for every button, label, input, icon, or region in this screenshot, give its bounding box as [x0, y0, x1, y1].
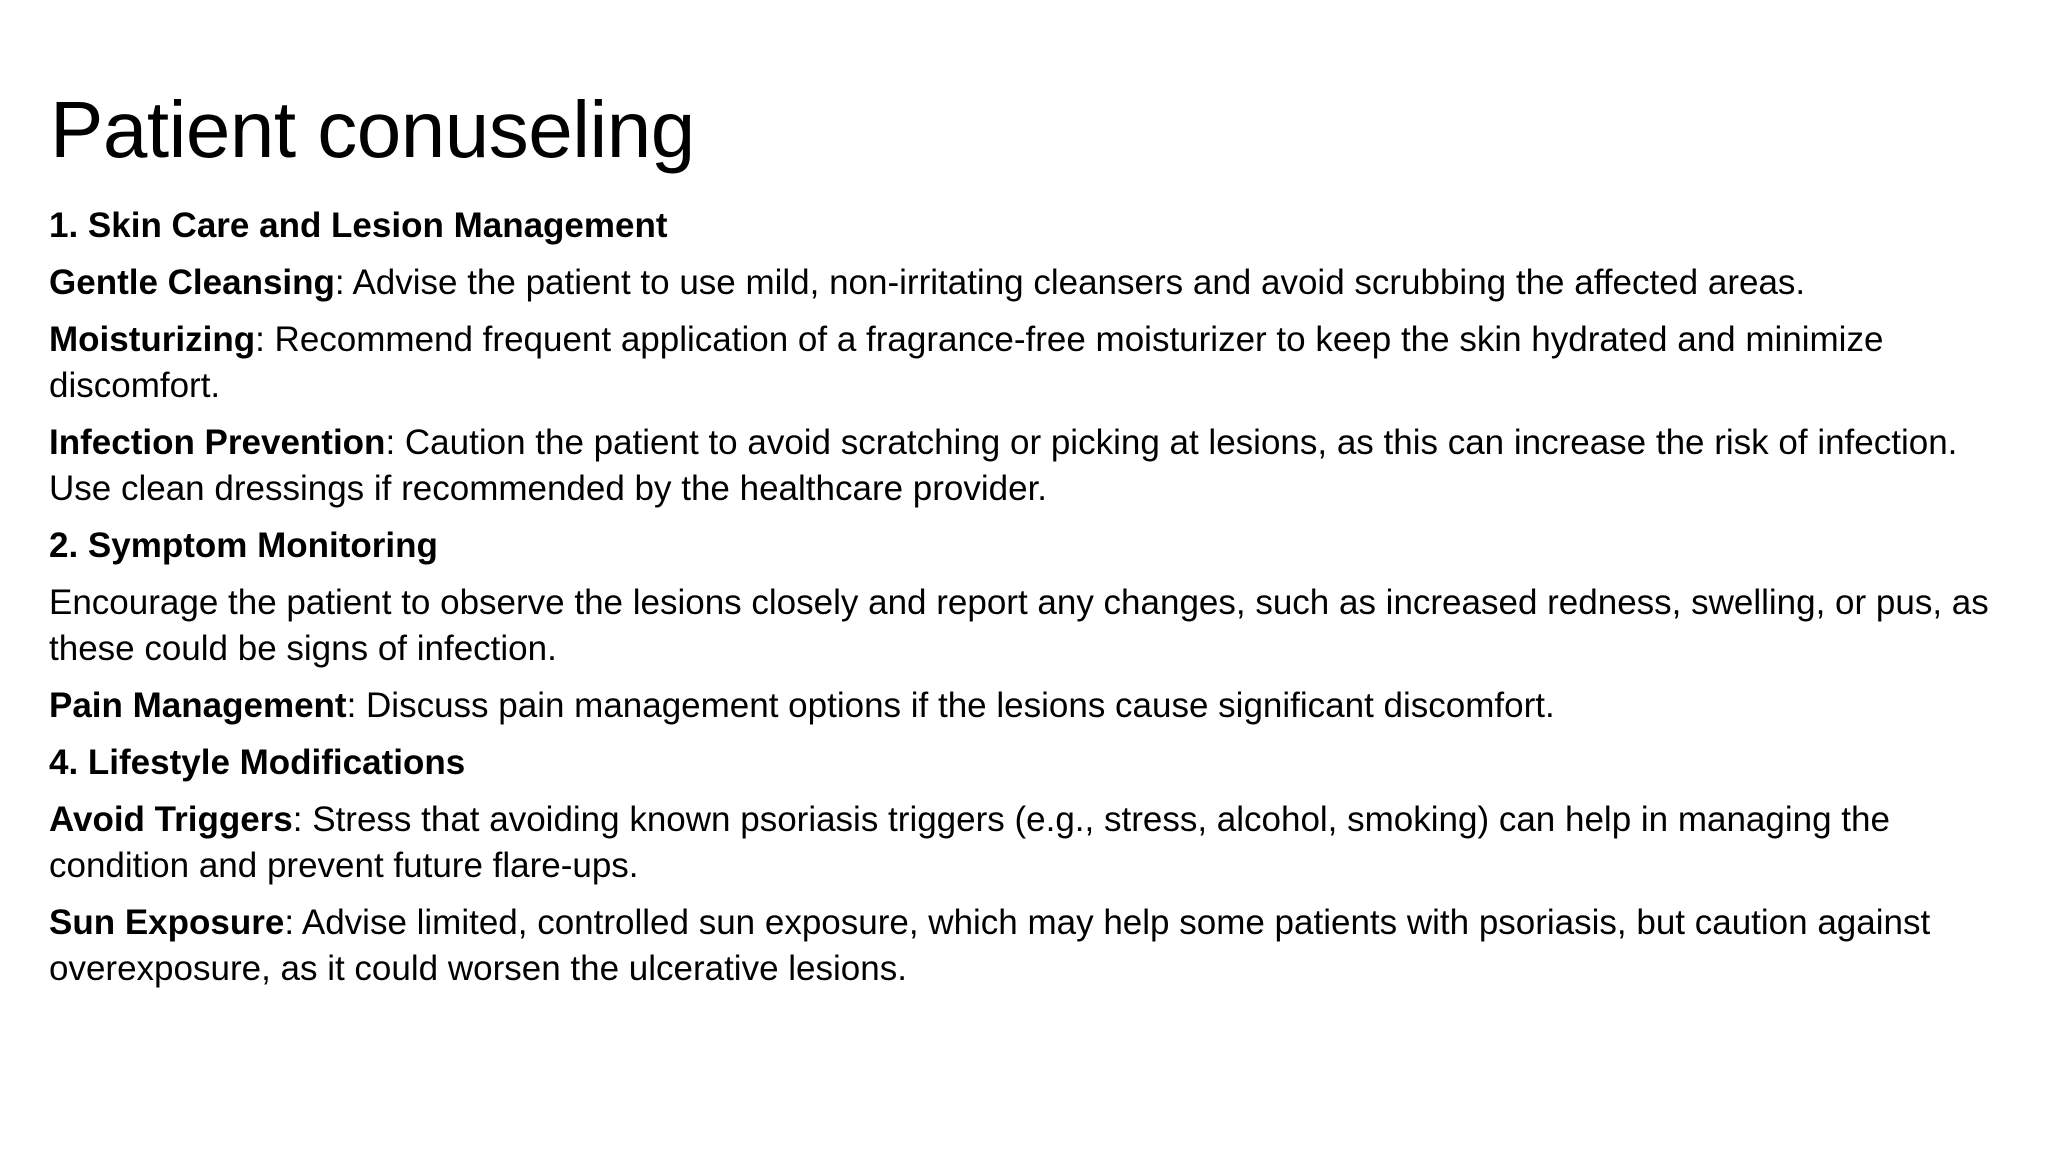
point-term: Avoid Triggers [49, 800, 293, 839]
point-term: Sun Exposure [49, 903, 285, 942]
point-term: Infection Prevention [49, 423, 386, 462]
slide-body [49, 203, 2024, 1003]
point-text: Stress that avoiding known psoriasis triggers (e.g., stress, alcohol, smoking) can help in managing the condition and prevent future flare-ups. [49, 800, 1890, 885]
point-separator: : [284, 903, 302, 942]
point-term: Pain Management [49, 686, 347, 725]
slide-title: Patient conuseling [50, 85, 695, 174]
section-heading-lifestyle: 4. Lifestyle Modifications [49, 743, 466, 782]
section-heading-symptom-monitoring: 2. Symptom Monitoring [49, 526, 438, 565]
point-separator: : [385, 423, 405, 462]
point-pain-management [49, 683, 2024, 729]
point-observe-lesions [49, 580, 2024, 672]
point-moisturizing [49, 317, 2024, 409]
point-text: Encourage the patient to observe the lesions closely and report any changes, such as increased redness, swelling, or pus, as these could be signs of infection. [49, 583, 1989, 668]
point-text: Caution the patient to avoid scratching or picking at lesions, as this can increase the risk of infection. Use clean dressings if recommended by the healthcare provider. [49, 423, 1958, 508]
point-avoid-triggers [49, 797, 2024, 889]
point-sun-exposure [49, 900, 2024, 992]
point-infection-prevention [49, 420, 2024, 512]
point-text: Recommend frequent application of a fragrance-free moisturizer to keep the skin hydrated and minimize discomfort. [49, 320, 1884, 405]
point-separator: : [255, 320, 275, 359]
section-heading-skin-care: 1. Skin Care and Lesion Management [49, 206, 668, 245]
point-term: Gentle Cleansing [49, 263, 335, 302]
point-text: Discuss pain management options if the lesions cause significant discomfort. [366, 686, 1555, 725]
point-term: Moisturizing [49, 320, 256, 359]
point-separator: : [292, 800, 313, 839]
point-text: Advise limited, controlled sun exposure, which may help some patients with psoriasis, but caution against overexposure, as it could worsen the ulcerative lesions. [49, 903, 1931, 988]
point-text: Advise the patient to use mild, non-irritating cleansers and avoid scrubbing the affected areas. [352, 263, 1806, 302]
point-separator: : [346, 686, 367, 725]
point-separator: : [334, 263, 353, 302]
point-gentle-cleansing [49, 260, 2024, 306]
